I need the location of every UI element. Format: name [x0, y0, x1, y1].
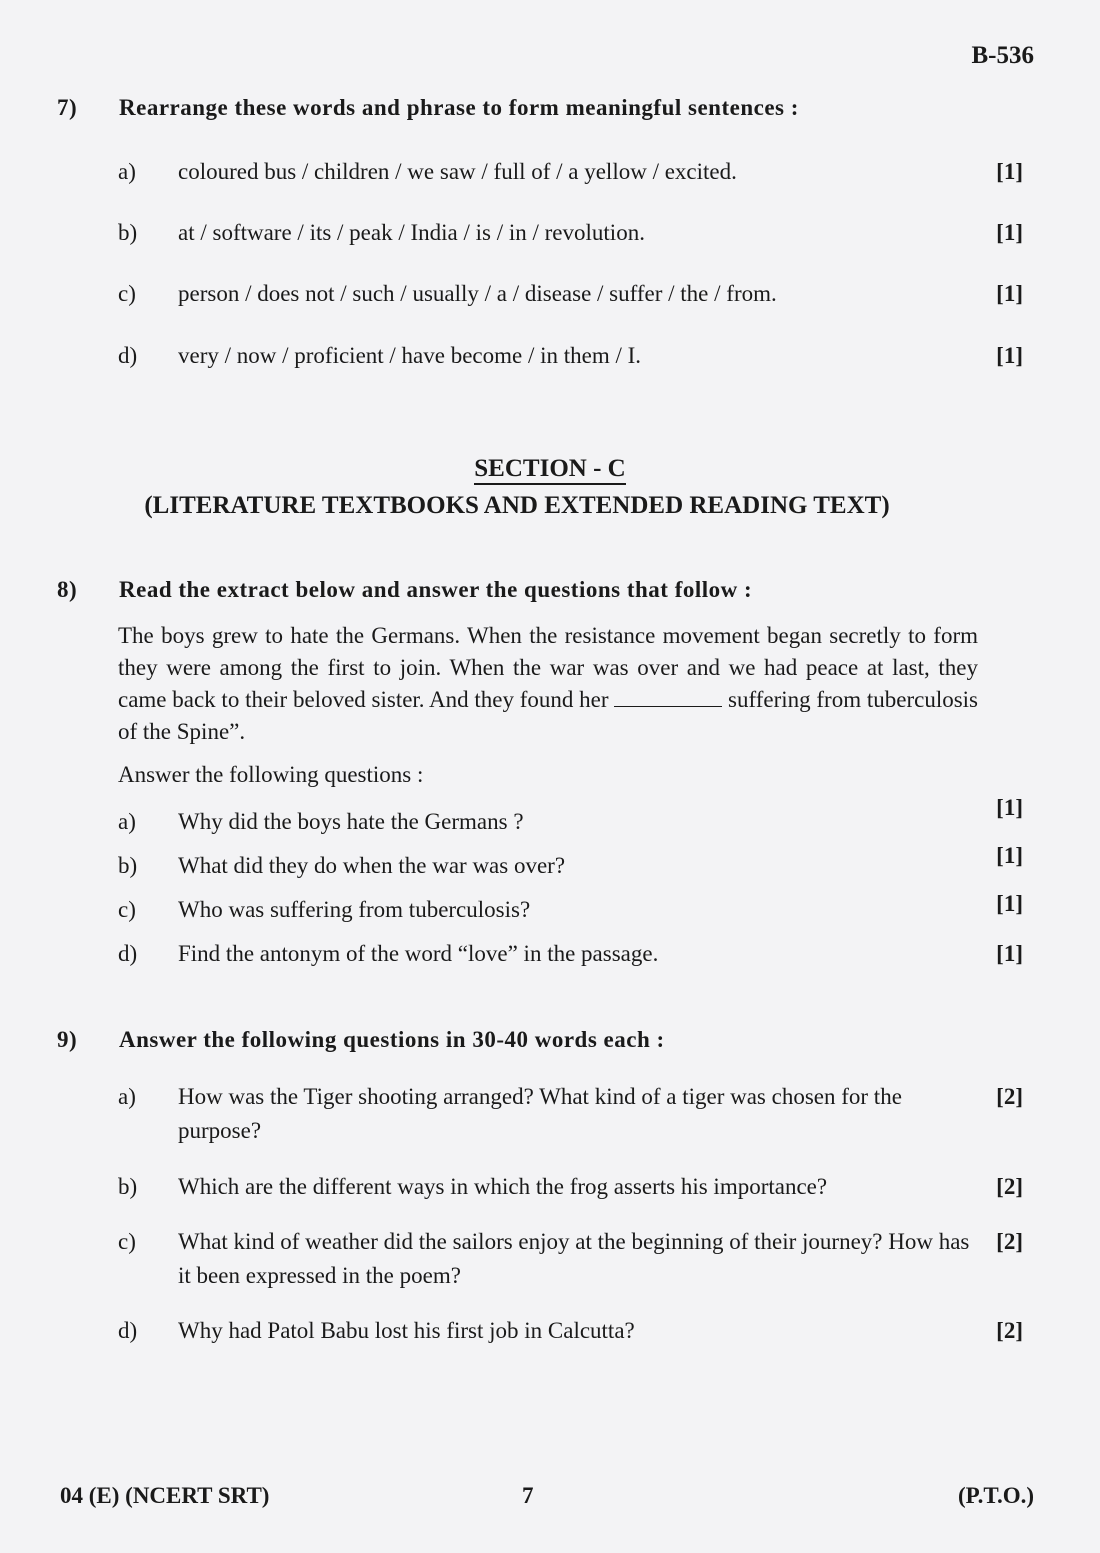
passage-text: The boys grew to hate the Germans. When the resistance movement began secretly to form they were among the first to join. When the war was over and we had peace at last, they came back to their beloved sister. And they found her — [118, 623, 978, 712]
section-title — [0, 455, 1100, 483]
item-marks: [1] — [996, 891, 1023, 916]
fill-blank — [614, 706, 722, 707]
item-marks: [2] — [996, 1229, 1023, 1254]
item-label: a) — [118, 809, 136, 834]
item-label: b) — [118, 853, 138, 878]
item-label: a) — [118, 1084, 136, 1109]
item-marks: [1] — [996, 220, 1023, 245]
item-text: coloured bus / children / we saw / full of / a yellow / excited. — [178, 159, 737, 184]
footer-page-number: 7 — [522, 1483, 534, 1508]
question-number: 7) — [57, 95, 78, 120]
item-text: person / does not / such / usually / a / disease / suffer / the / from. — [178, 281, 777, 306]
item-label: c) — [118, 1229, 136, 1254]
item-label: b) — [118, 220, 138, 245]
item-label: d) — [118, 343, 138, 368]
item-text: What did they do when the war was over? — [178, 853, 566, 878]
section-title-text: SECTION - C — [474, 455, 625, 485]
item-text: Which are the different ways in which the frog asserts his importance? — [178, 1174, 828, 1199]
question-number: 9) — [57, 1027, 78, 1052]
item-text: Who was suffering from tuberculosis? — [178, 897, 531, 922]
question-text: Answer the following questions in 30-40 words each : — [119, 1027, 665, 1052]
question-9-heading — [57, 1027, 665, 1053]
question-text: Rearrange these words and phrase to form meaningful sentences : — [119, 95, 799, 120]
item-label: b) — [118, 1174, 138, 1199]
footer-pto: (P.T.O.) — [957, 1483, 1034, 1508]
section-subtitle: (LITERATURE TEXTBOOKS AND EXTENDED READING TEXT) — [144, 492, 890, 519]
item-label: d) — [118, 1318, 138, 1343]
question-number: 8) — [57, 577, 78, 602]
footer-paper-id: 04 (E) (NCERT SRT) — [60, 1483, 270, 1508]
item-text: Find the antonym of the word “love” in the passage. — [178, 941, 659, 966]
item-marks: [1] — [996, 941, 1023, 966]
item-marks: [1] — [996, 843, 1023, 868]
question-7-heading — [57, 95, 799, 121]
question-8-heading — [57, 577, 752, 603]
extract-passage — [118, 620, 978, 748]
item-marks: [1] — [996, 281, 1023, 306]
item-marks: [2] — [996, 1174, 1023, 1199]
answer-lead: Answer the following questions : — [118, 762, 424, 787]
item-marks: [2] — [996, 1318, 1023, 1343]
item-marks: [1] — [996, 159, 1023, 184]
passage-text-end: suffering from tuberculosis of the Spine”. — [118, 687, 978, 744]
item-text: very / now / proficient / have become / in them / I. — [178, 343, 642, 368]
item-text: How was the Tiger shooting arranged? What kind of a tiger was chosen for the purpose? — [178, 1084, 902, 1143]
item-label: a) — [118, 159, 136, 184]
item-marks: [1] — [996, 343, 1023, 368]
item-text: Why did the boys hate the Germans ? — [178, 809, 524, 834]
item-text: Why had Patol Babu lost his first job in Calcutta? — [178, 1318, 635, 1343]
item-marks: [1] — [996, 795, 1023, 820]
item-text: at / software / its / peak / India / is / in / revolution. — [178, 220, 645, 245]
item-label: c) — [118, 897, 136, 922]
question-text: Read the extract below and answer the questions that follow : — [119, 577, 753, 602]
item-label: d) — [118, 941, 138, 966]
item-label: c) — [118, 281, 136, 306]
item-text: What kind of weather did the sailors enjoy at the beginning of their journey? How has it been expressed in the poem? — [178, 1229, 970, 1288]
paper-code: B-536 — [971, 42, 1034, 69]
item-marks: [2] — [996, 1084, 1023, 1109]
